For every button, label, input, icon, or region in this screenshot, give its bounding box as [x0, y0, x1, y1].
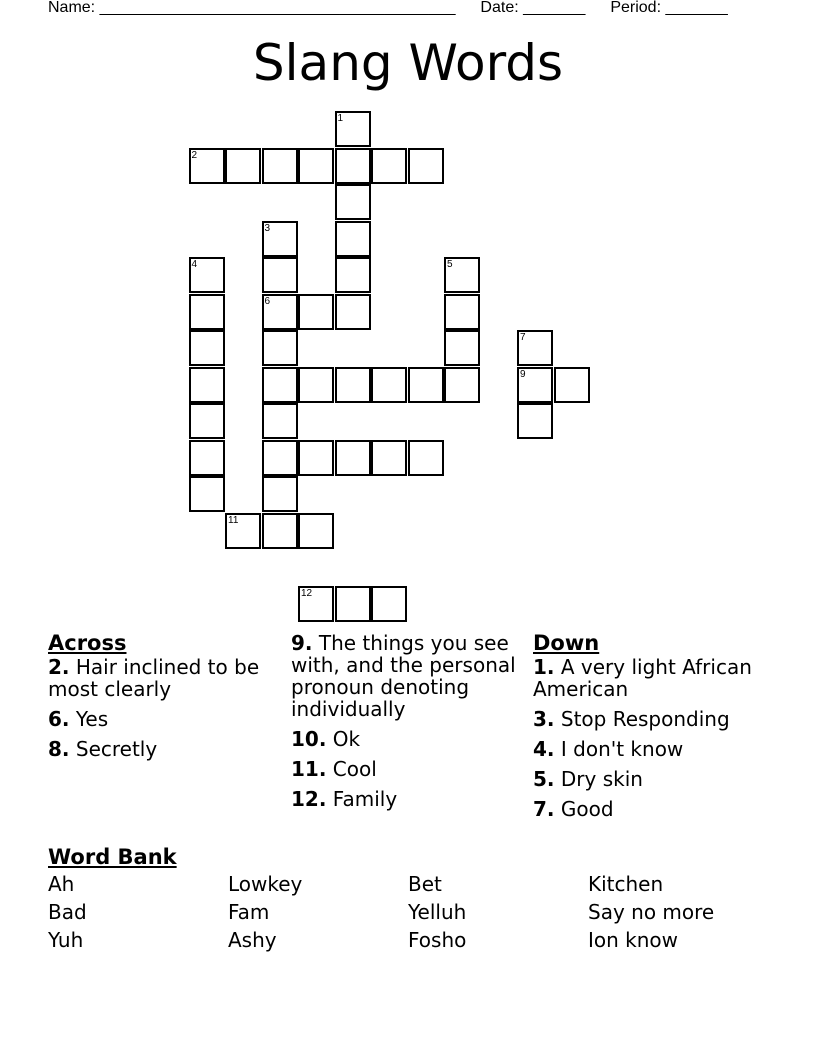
- crossword-cell[interactable]: [262, 221, 298, 257]
- cell-number: 5: [447, 259, 453, 270]
- crossword-cell[interactable]: [335, 367, 371, 403]
- crossword-cell[interactable]: [444, 257, 480, 293]
- crossword-cell[interactable]: [371, 440, 407, 476]
- word-bank-heading: Word Bank: [48, 845, 177, 869]
- clue-down-3: 3. Stop Responding: [533, 707, 730, 731]
- crossword-cell[interactable]: [298, 367, 334, 403]
- crossword-cell[interactable]: [444, 367, 480, 403]
- word-bank-item: Ion know: [588, 928, 679, 952]
- crossword-cell[interactable]: [335, 184, 371, 220]
- crossword-cell[interactable]: [189, 257, 225, 293]
- crossword-cell[interactable]: [335, 440, 371, 476]
- crossword-cell[interactable]: [554, 367, 590, 403]
- across-clues: [48, 630, 278, 768]
- crossword-cell[interactable]: [371, 148, 407, 184]
- word-bank-item: Bad: [48, 900, 87, 924]
- crossword-cell[interactable]: [262, 513, 298, 549]
- clue-down-5: 5. Dry skin: [533, 767, 643, 791]
- crossword-cell[interactable]: [335, 221, 371, 257]
- cell-number: 12: [301, 587, 313, 599]
- cell-number: 6: [264, 295, 271, 307]
- crossword-cell[interactable]: [298, 586, 334, 622]
- clue-down-7: 7. Good: [533, 797, 614, 821]
- clue-across-8: 8. Secretly: [48, 737, 158, 761]
- clue-down-1: 1. A very light African American: [533, 655, 752, 701]
- crossword-cell[interactable]: [298, 440, 334, 476]
- cell-number: 4: [191, 259, 198, 270]
- crossword-cell[interactable]: [444, 294, 480, 330]
- crossword-cell[interactable]: [189, 148, 225, 184]
- clue-across-10: 10. Ok: [291, 727, 361, 751]
- crossword-cell[interactable]: [444, 330, 480, 366]
- crossword-cell[interactable]: [262, 440, 298, 476]
- crossword-cell[interactable]: [225, 513, 261, 549]
- name-label: Name: ________________________________________: [48, 0, 456, 16]
- crossword-cell[interactable]: [298, 294, 334, 330]
- cell-number: 1: [337, 113, 344, 124]
- down-clues: [533, 630, 773, 828]
- crossword-cell[interactable]: [517, 367, 553, 403]
- crossword-cell[interactable]: [189, 294, 225, 330]
- crossword-cell[interactable]: [189, 440, 225, 476]
- crossword-cell[interactable]: [262, 367, 298, 403]
- word-bank-item: Yuh: [48, 928, 84, 952]
- clue-across-2: 2. Hair inclined to be most clearly: [48, 655, 260, 701]
- across-clues-continued: [291, 632, 516, 818]
- period-label: Period: _______: [610, 0, 728, 16]
- crossword-cell[interactable]: [262, 403, 298, 439]
- clue-across-12: 12. Family: [291, 787, 398, 811]
- crossword-cell[interactable]: [335, 111, 371, 147]
- date-label: Date: _______: [480, 0, 586, 16]
- crossword-cell[interactable]: [189, 403, 225, 439]
- crossword-cell[interactable]: [262, 148, 298, 184]
- crossword-cell[interactable]: [225, 148, 261, 184]
- crossword-cell[interactable]: [335, 257, 371, 293]
- crossword-cell[interactable]: [189, 476, 225, 512]
- crossword-cell[interactable]: [408, 367, 444, 403]
- crossword-cell[interactable]: [262, 476, 298, 512]
- clue-down-4: 4. I don't know: [533, 737, 684, 761]
- clue-across-6: 6. Yes: [48, 707, 109, 731]
- crossword-cell[interactable]: [189, 367, 225, 403]
- cell-number: 2: [191, 149, 198, 161]
- word-bank-item: Lowkey: [228, 872, 303, 896]
- word-bank-item: Fosho: [408, 928, 467, 952]
- crossword-cell[interactable]: [371, 586, 407, 622]
- crossword-cell[interactable]: [298, 513, 334, 549]
- across-heading: Across: [48, 631, 127, 655]
- word-bank-item: Say no more: [588, 900, 715, 924]
- crossword-cell[interactable]: [517, 330, 553, 366]
- crossword-cell[interactable]: [335, 586, 371, 622]
- crossword-cell[interactable]: [189, 330, 225, 366]
- cell-number: 11: [228, 514, 239, 526]
- crossword-cell[interactable]: [262, 257, 298, 293]
- word-bank-item: Ah: [48, 872, 75, 896]
- word-bank-item: Yelluh: [408, 900, 467, 924]
- crossword-cell[interactable]: [335, 148, 371, 184]
- crossword-cell[interactable]: [371, 367, 407, 403]
- cell-number: 7: [520, 332, 526, 343]
- page-title: Slang Words: [252, 34, 564, 92]
- crossword-cell[interactable]: [517, 403, 553, 439]
- crossword-cell[interactable]: [335, 294, 371, 330]
- clue-across-9: 9. The things you see with, and the personal pronoun denoting individually: [291, 631, 516, 721]
- crossword-cell[interactable]: [408, 148, 444, 184]
- crossword-cell[interactable]: [262, 330, 298, 366]
- word-bank-item: Kitchen: [588, 872, 664, 896]
- word-bank: [48, 872, 768, 952]
- crossword-cell[interactable]: [408, 440, 444, 476]
- down-heading: Down: [533, 631, 600, 655]
- cell-number: 9: [520, 368, 526, 380]
- clue-across-11: 11. Cool: [291, 757, 377, 781]
- cell-number: 3: [264, 222, 271, 234]
- word-bank-item: Ashy: [228, 928, 277, 952]
- crossword-cell[interactable]: [298, 148, 334, 184]
- word-bank-item: Fam: [228, 900, 270, 924]
- crossword-cell[interactable]: [262, 294, 298, 330]
- word-bank-item: Bet: [408, 872, 442, 896]
